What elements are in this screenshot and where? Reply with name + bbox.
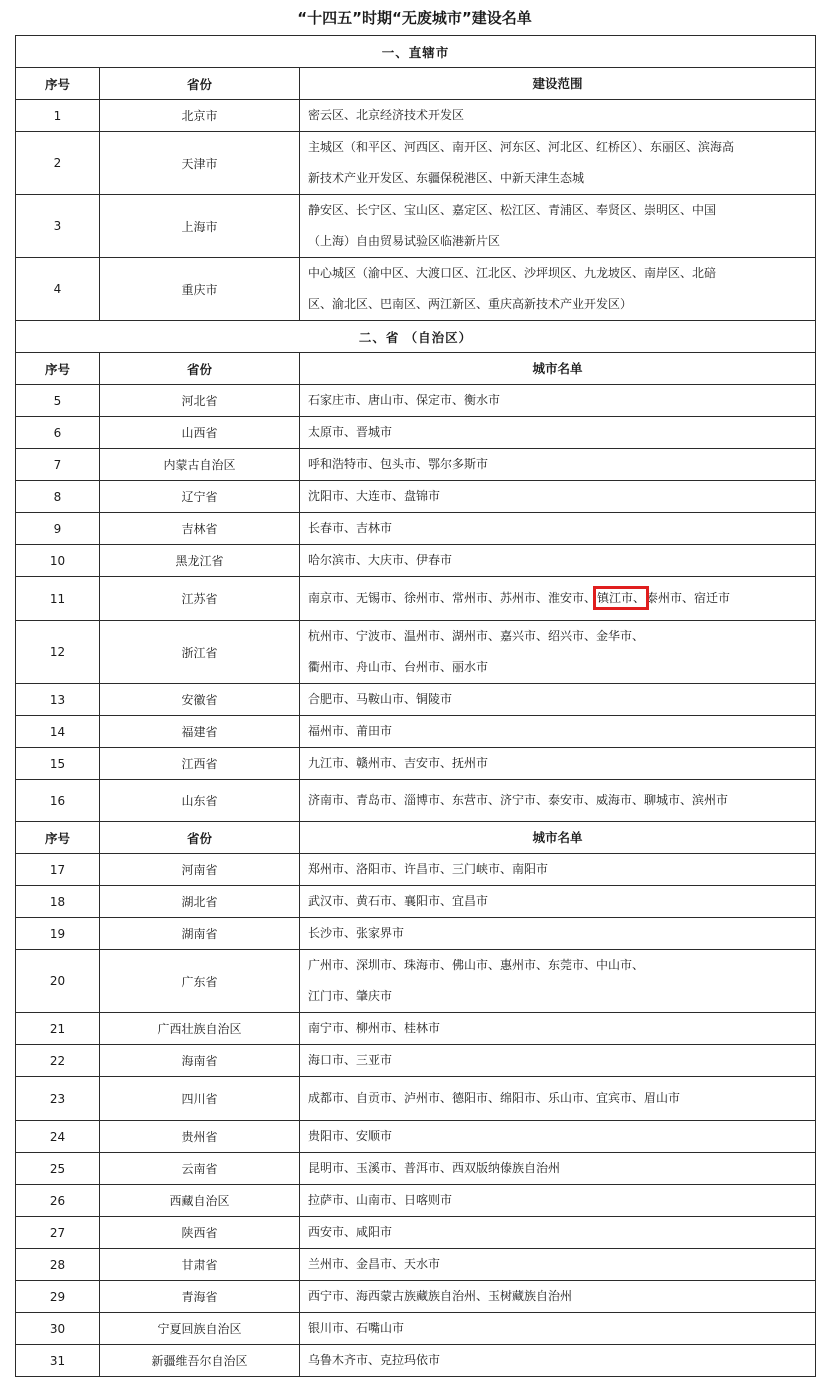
serial-number-cell: 28 xyxy=(16,1249,100,1281)
cities-text-line: 太原市、晋城市 xyxy=(308,425,393,439)
table-row xyxy=(16,918,816,950)
province-cell: 浙江省 xyxy=(100,621,300,684)
serial-number-cell: 12 xyxy=(16,621,100,684)
table-row xyxy=(16,1281,816,1313)
province-cell: 四川省 xyxy=(100,1077,300,1121)
cities-text-line: 哈尔滨市、大庆市、伊春市 xyxy=(308,553,453,567)
document-title: “十四五”时期“无废城市”建设名单 xyxy=(297,9,532,27)
serial-number-cell: 10 xyxy=(16,545,100,577)
section-municipalities-title: 一、直辖市 xyxy=(16,36,816,68)
table-row xyxy=(16,258,816,321)
table-row xyxy=(16,195,816,258)
header-serial-number: 序号 xyxy=(16,68,100,100)
cities-cell xyxy=(300,545,816,577)
province-cell: 福建省 xyxy=(100,716,300,748)
serial-number-cell: 3 xyxy=(16,195,100,258)
table-row xyxy=(16,100,816,132)
serial-number-cell: 14 xyxy=(16,716,100,748)
cities-cell xyxy=(300,1045,816,1077)
cities-text-line: 银川市、石嘴山市 xyxy=(308,1321,405,1335)
province-cell: 河北省 xyxy=(100,385,300,417)
table-row xyxy=(16,1313,816,1345)
serial-number-cell: 21 xyxy=(16,1013,100,1045)
province-cell: 天津市 xyxy=(100,132,300,195)
cities-text-line: 成都市、自贡市、泸州市、德阳市、绵阳市、乐山市、宜宾市、眉山市 xyxy=(308,1091,681,1105)
province-cell: 辽宁省 xyxy=(100,481,300,513)
serial-number-cell: 13 xyxy=(16,684,100,716)
province-cell: 江西省 xyxy=(100,748,300,780)
table-row xyxy=(16,1249,816,1281)
province-cell: 重庆市 xyxy=(100,258,300,321)
province-cell: 黑龙江省 xyxy=(100,545,300,577)
serial-number-cell: 2 xyxy=(16,132,100,195)
cities-text-line: 乌鲁木齐市、克拉玛依市 xyxy=(308,1353,441,1367)
cities-cell xyxy=(300,1345,816,1377)
section-municipalities xyxy=(16,36,816,68)
cities-text-line: 西安市、咸阳市 xyxy=(308,1225,393,1239)
table-row xyxy=(16,1045,816,1077)
cities-cell xyxy=(300,748,816,780)
header-serial-number: 序号 xyxy=(16,822,100,854)
cities-text-line: 新技术产业开发区、东疆保税港区、中新天津生态城 xyxy=(308,171,585,185)
cities-text-line: 密云区、北京经济技术开发区 xyxy=(308,108,465,122)
cities-text-line: 区、渝北区、巴南区、两江新区、重庆高新技术产业开发区） xyxy=(308,297,633,311)
table-row xyxy=(16,684,816,716)
cities-text-line: 石家庄市、唐山市、保定市、衡水市 xyxy=(308,393,501,407)
province-cell: 西藏自治区 xyxy=(100,1185,300,1217)
serial-number-cell: 6 xyxy=(16,417,100,449)
header-scope: 城市名单 xyxy=(300,353,816,385)
cities-text-line: 长春市、吉林市 xyxy=(308,521,393,535)
cities-text-line: （上海）自由贸易试验区临港新片区 xyxy=(308,234,501,248)
province-cell: 陕西省 xyxy=(100,1217,300,1249)
cities-text: 南京市、无锡市、徐州市、常州市、苏州市、淮安市、 xyxy=(308,591,597,605)
cities-text-line: 拉萨市、山南市、日喀则市 xyxy=(308,1193,453,1207)
province-cell: 北京市 xyxy=(100,100,300,132)
cities-text-line: 主城区（和平区、河西区、南开区、河东区、河北区、红桥区）、东丽区、滨海高 xyxy=(308,140,735,154)
cities-cell xyxy=(300,1185,816,1217)
cities-text-line: 贵阳市、安顺市 xyxy=(308,1129,393,1143)
serial-number-cell: 4 xyxy=(16,258,100,321)
table-row xyxy=(16,716,816,748)
cities-cell xyxy=(300,449,816,481)
serial-number-cell: 22 xyxy=(16,1045,100,1077)
cities-cell xyxy=(300,1013,816,1045)
cities-cell xyxy=(300,886,816,918)
cities-text-line: 长沙市、张家界市 xyxy=(308,926,405,940)
table-row xyxy=(16,481,816,513)
province-cell: 江苏省 xyxy=(100,577,300,621)
province-cell: 贵州省 xyxy=(100,1121,300,1153)
cities-cell xyxy=(300,1249,816,1281)
cities-text-line: 福州市、莆田市 xyxy=(308,724,393,738)
table-row xyxy=(16,417,816,449)
province-cell: 云南省 xyxy=(100,1153,300,1185)
cities-cell xyxy=(300,918,816,950)
table-row xyxy=(16,1153,816,1185)
cities-cell xyxy=(300,716,816,748)
cities-cell xyxy=(300,100,816,132)
serial-number-cell: 15 xyxy=(16,748,100,780)
province-cell: 内蒙古自治区 xyxy=(100,449,300,481)
header-scope: 城市名单 xyxy=(300,822,816,854)
cities-cell xyxy=(300,854,816,886)
cities-cell xyxy=(300,1077,816,1121)
province-cell: 青海省 xyxy=(100,1281,300,1313)
province-cell: 河南省 xyxy=(100,854,300,886)
section-provinces-title: 二、省 （自治区） xyxy=(16,321,816,353)
table-row xyxy=(16,1077,816,1121)
cities-text-line: 济南市、青岛市、淄博市、东营市、济宁市、泰安市、威海市、聊城市、滨州市 xyxy=(308,793,729,807)
province-cell: 新疆维吾尔自治区 xyxy=(100,1345,300,1377)
cities-cell xyxy=(300,621,816,684)
table-row xyxy=(16,577,816,621)
highlighted-city: 镇江市、 xyxy=(597,591,646,605)
header-scope: 建设范围 xyxy=(300,68,816,100)
table-row xyxy=(16,545,816,577)
serial-number-cell: 23 xyxy=(16,1077,100,1121)
table-row xyxy=(16,1013,816,1045)
cities-text-line: 衢州市、舟山市、台州市、丽水市 xyxy=(308,660,489,674)
serial-number-cell: 11 xyxy=(16,577,100,621)
cities-cell xyxy=(300,385,816,417)
header-province: 省份 xyxy=(100,353,300,385)
province-cell: 海南省 xyxy=(100,1045,300,1077)
table-row xyxy=(16,886,816,918)
cities-cell xyxy=(300,1121,816,1153)
province-cell: 广东省 xyxy=(100,950,300,1013)
header-row xyxy=(16,68,816,100)
cities-cell xyxy=(300,780,816,822)
cities-text-line: 武汉市、黄石市、襄阳市、宜昌市 xyxy=(308,894,489,908)
cities-text-line: 南宁市、柳州市、桂林市 xyxy=(308,1021,441,1035)
cities-text-line: 广州市、深圳市、珠海市、佛山市、惠州市、东莞市、中山市、 xyxy=(308,958,645,972)
table-row xyxy=(16,748,816,780)
serial-number-cell: 29 xyxy=(16,1281,100,1313)
serial-number-cell: 7 xyxy=(16,449,100,481)
serial-number-cell: 31 xyxy=(16,1345,100,1377)
cities-text-line: 中心城区（渝中区、大渡口区、江北区、沙坪坝区、九龙坡区、南岸区、北碚 xyxy=(308,266,717,280)
table-row xyxy=(16,1121,816,1153)
cities-cell xyxy=(300,684,816,716)
serial-number-cell: 25 xyxy=(16,1153,100,1185)
cities-cell xyxy=(300,1153,816,1185)
table-row xyxy=(16,1185,816,1217)
header-province: 省份 xyxy=(100,68,300,100)
table-row xyxy=(16,621,816,684)
province-cell: 吉林省 xyxy=(100,513,300,545)
table-row xyxy=(16,513,816,545)
cities-text-line: 江门市、肇庆市 xyxy=(308,989,393,1003)
header-serial-number: 序号 xyxy=(16,353,100,385)
cities-cell xyxy=(300,513,816,545)
header-province: 省份 xyxy=(100,822,300,854)
province-cell: 甘肃省 xyxy=(100,1249,300,1281)
cities-text-line: 昆明市、玉溪市、普洱市、西双版纳傣族自治州 xyxy=(308,1161,561,1175)
serial-number-cell: 9 xyxy=(16,513,100,545)
table-row xyxy=(16,1345,816,1377)
table-row xyxy=(16,449,816,481)
section-provinces xyxy=(16,321,816,353)
serial-number-cell: 18 xyxy=(16,886,100,918)
cities-cell xyxy=(300,132,816,195)
table-row xyxy=(16,132,816,195)
table-row xyxy=(16,1217,816,1249)
serial-number-cell: 1 xyxy=(16,100,100,132)
serial-number-cell: 20 xyxy=(16,950,100,1013)
cities-cell xyxy=(300,1217,816,1249)
header-row xyxy=(16,822,816,854)
province-cell: 安徽省 xyxy=(100,684,300,716)
cities-text-line: 杭州市、宁波市、温州市、湖州市、嘉兴市、绍兴市、金华市、 xyxy=(308,629,645,643)
province-cell: 宁夏回族自治区 xyxy=(100,1313,300,1345)
serial-number-cell: 27 xyxy=(16,1217,100,1249)
serial-number-cell: 16 xyxy=(16,780,100,822)
cities-text-line: 九江市、赣州市、吉安市、抚州市 xyxy=(308,756,489,770)
table-row xyxy=(16,780,816,822)
table-row xyxy=(16,950,816,1013)
serial-number-cell: 5 xyxy=(16,385,100,417)
cities-cell xyxy=(300,1281,816,1313)
cities-cell xyxy=(300,577,816,621)
cities-cell xyxy=(300,258,816,321)
cities-text-line: 郑州市、洛阳市、许昌市、三门峡市、南阳市 xyxy=(308,862,549,876)
serial-number-cell: 26 xyxy=(16,1185,100,1217)
cities-text-line: 兰州市、金昌市、天水市 xyxy=(308,1257,441,1271)
cities-cell xyxy=(300,1313,816,1345)
province-cell: 山东省 xyxy=(100,780,300,822)
table-row xyxy=(16,854,816,886)
cities-text: 泰州市、宿迁市 xyxy=(646,591,731,605)
province-cell: 湖南省 xyxy=(100,918,300,950)
serial-number-cell: 17 xyxy=(16,854,100,886)
serial-number-cell: 19 xyxy=(16,918,100,950)
province-cell: 山西省 xyxy=(100,417,300,449)
cities-cell xyxy=(300,195,816,258)
cities-text-line: 海口市、三亚市 xyxy=(308,1053,393,1067)
serial-number-cell: 8 xyxy=(16,481,100,513)
serial-number-cell: 24 xyxy=(16,1121,100,1153)
table-row xyxy=(16,385,816,417)
cities-text-line: 西宁市、海西蒙古族藏族自治州、玉树藏族自治州 xyxy=(308,1289,573,1303)
cities-text-line: 静安区、长宁区、宝山区、嘉定区、松江区、青浦区、奉贤区、崇明区、中国 xyxy=(308,203,717,217)
city-list-table xyxy=(15,35,816,1377)
cities-text-line: 呼和浩特市、包头市、鄂尔多斯市 xyxy=(308,457,489,471)
province-cell: 湖北省 xyxy=(100,886,300,918)
province-cell: 上海市 xyxy=(100,195,300,258)
cities-cell xyxy=(300,417,816,449)
cities-cell xyxy=(300,950,816,1013)
cities-text-line: 合肥市、马鞍山市、铜陵市 xyxy=(308,692,453,706)
cities-text-line: 沈阳市、大连市、盘锦市 xyxy=(308,489,441,503)
cities-cell xyxy=(300,481,816,513)
serial-number-cell: 30 xyxy=(16,1313,100,1345)
province-cell: 广西壮族自治区 xyxy=(100,1013,300,1045)
header-row xyxy=(16,353,816,385)
